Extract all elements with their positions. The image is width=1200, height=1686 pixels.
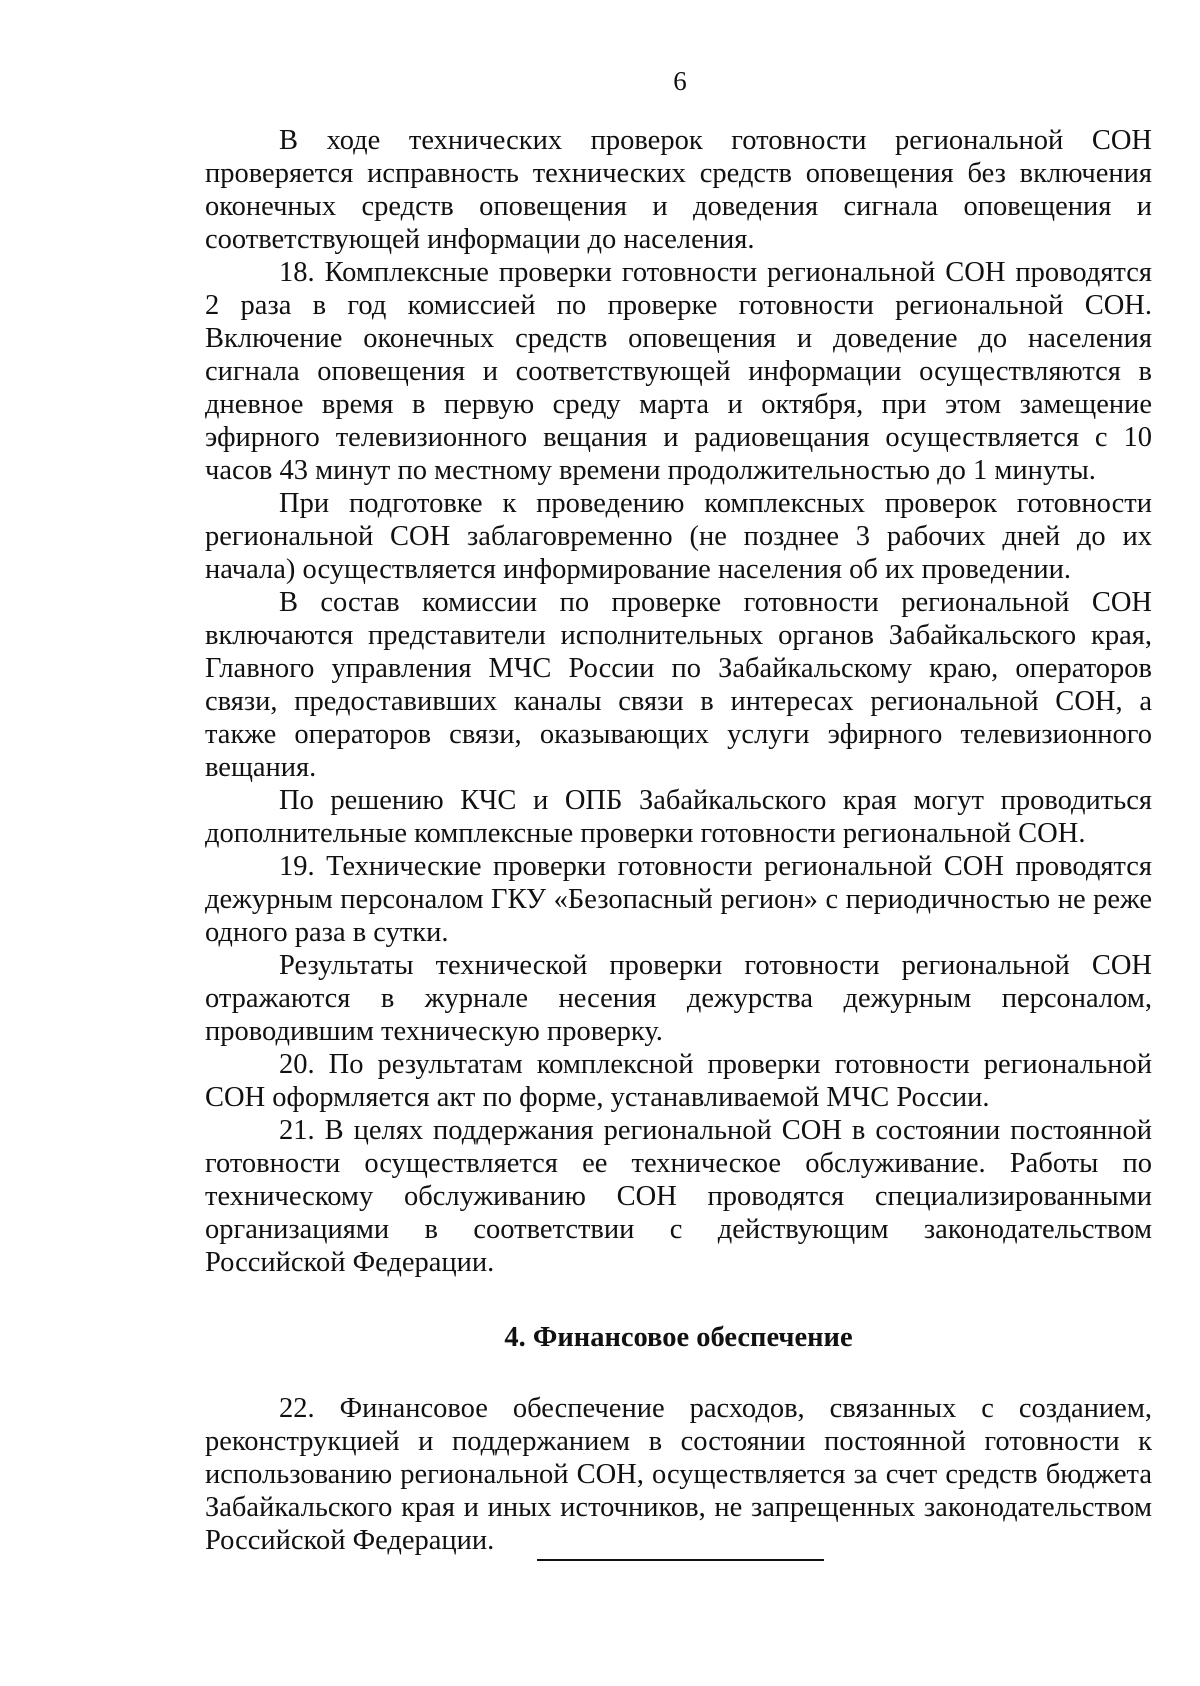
paragraph-additional-checks: По решению КЧС и ОПБ Забайкальского края могут проводиться дополнительные комплексные проверки готовности региональной СОН. [205, 785, 1152, 849]
paragraph-22: 22. Финансовое обеспечение расходов, связанных с созданием, реконструкцией и поддержанием в состоянии постоянной готовности к использованию региональной СОН, осуществляется за счет средств бюджета Забайкальского края и иных источников, не запрещенных законодательством Российской Федерации. [205, 1393, 1152, 1556]
end-divider [537, 1559, 824, 1561]
paragraph-19: 19. Технические проверки готовности региональной СОН проводятся дежурным персоналом ГКУ «Безопасный регион» с периодичностью не реже одного раза в сутки. [205, 851, 1152, 948]
section-title: 4. Финансовое обеспечение [504, 1322, 853, 1353]
paragraph-tech-checks: В ходе технических проверок готовности региональной СОН проверяется исправность технических средств оповещения без включения оконечных средств оповещения и доведения сигнала оповещения и соответствующей информации до населения. [205, 125, 1152, 255]
paragraph-20: 20. По результатам комплексной проверки готовности региональной СОН оформляется акт по форме, устанавливаемой МЧС России. [205, 1049, 1152, 1113]
paragraph-18: 18. Комплексные проверки готовности региональной СОН проводятся 2 раза в год комиссией по проверке готовности региональной СОН. Включение оконечных средств оповещения и доведение до населения сигнала оповещения и соответствующей информации осуществляются в дневное время в первую среду марта и октября, при этом замещение эфирного телевизионного вещания и радиовещания осуществляется с 10 часов 43 минут по местному времени продолжительностью до 1 минуты. [205, 257, 1152, 486]
page-number: 6 [673, 66, 687, 96]
document-body [205, 124, 1152, 1557]
paragraph-21: 21. В целях поддержания региональной СОН в состоянии постоянной готовности осуществляется ее техническое обслуживание. Работы по техническому обслуживанию СОН проводятся специализированными организациями в соответствии с действующим законодательством Российской Федерации. [205, 1115, 1152, 1278]
paragraph-preparation: При подготовке к проведению комплексных проверок готовности региональной СОН заблаговременно (не позднее 3 рабочих дней до их начала) осуществляется информирование населения об их проведении. [205, 488, 1152, 585]
paragraph-results: Результаты технической проверки готовности региональной СОН отражаются в журнале несения дежурства дежурным персоналом, проводившим техническую проверку. [205, 950, 1152, 1047]
paragraph-commission: В состав комиссии по проверке готовности региональной СОН включаются представители исполнительных органов Забайкальского края, Главного управления МЧС России по Забайкальскому краю, операторов связи, предоставивших каналы связи в интересах региональной СОН, а также операторов связи, оказывающих услуги эфирного телевизионного вещания. [205, 587, 1152, 783]
